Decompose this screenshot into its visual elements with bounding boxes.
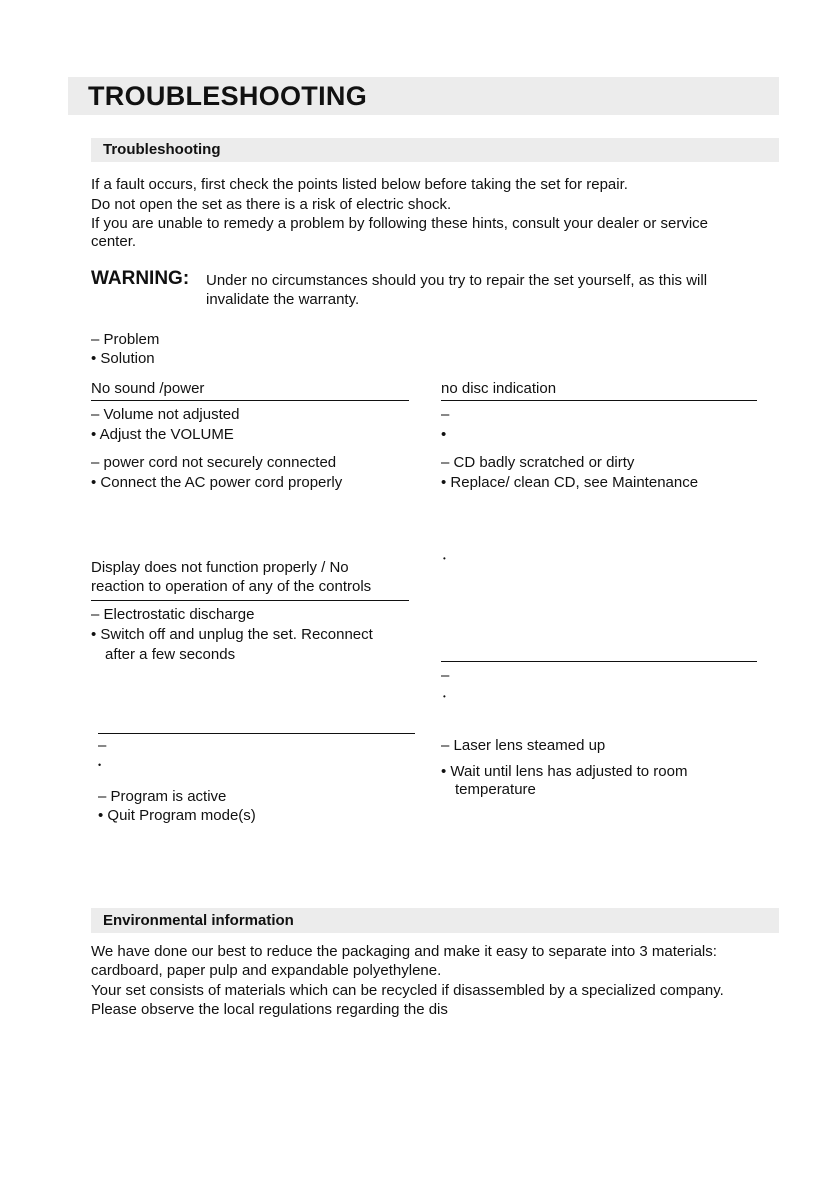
- legend-problem: – Problem: [91, 331, 160, 348]
- legend-solution: • Solution: [91, 350, 155, 367]
- env-line: cardboard, paper pulp and expandable polyethylene.: [91, 962, 442, 979]
- warning-label: WARNING:: [91, 268, 190, 289]
- divider: [98, 733, 415, 734]
- divider: [441, 400, 757, 401]
- problem: – power cord not securely connected: [91, 454, 337, 471]
- section-heading: Troubleshooting: [103, 141, 221, 158]
- warning-text: invalidate the warranty.: [206, 291, 360, 308]
- problem: –: [98, 737, 107, 754]
- solution: • Quit Program mode(s): [98, 807, 256, 824]
- solution: •: [443, 554, 446, 563]
- solution: •: [98, 760, 102, 770]
- problem: – Electrostatic discharge: [91, 606, 255, 623]
- problem: –: [441, 406, 450, 423]
- solution: • Connect the AC power cord properly: [91, 474, 343, 491]
- problem: – Volume not adjusted: [91, 406, 240, 423]
- solution: • Replace/ clean CD, see Maintenance: [441, 474, 699, 491]
- problem-heading: no disc indication: [441, 380, 557, 397]
- problem: –: [441, 667, 450, 684]
- intro-line: Do not open the set as there is a risk of electric shock.: [91, 196, 452, 213]
- solution: • Switch off and unplug the set. Reconnect: [91, 626, 373, 643]
- problem: – Laser lens steamed up: [441, 737, 606, 754]
- problem-heading: reaction to operation of any of the controls: [91, 578, 372, 595]
- env-line: Your set consists of materials which can be recycled if disassembled by a specialized company.: [91, 982, 724, 999]
- solution: •: [443, 692, 446, 701]
- solution: after a few seconds: [105, 646, 236, 663]
- env-line: Please observe the local regulations regarding the dis: [91, 1001, 448, 1018]
- divider: [91, 400, 409, 401]
- page-title: TROUBLESHOOTING: [88, 81, 367, 111]
- problem: – CD badly scratched or dirty: [441, 454, 635, 471]
- solution: •: [441, 426, 447, 443]
- env-line: We have done our best to reduce the packaging and make it easy to separate into 3 materials:: [91, 943, 717, 960]
- section-heading: Environmental information: [103, 912, 294, 929]
- solution: • Wait until lens has adjusted to room: [441, 763, 688, 780]
- intro-line: If you are unable to remedy a problem by following these hints, consult your dealer or service: [91, 215, 708, 232]
- divider: [441, 661, 757, 662]
- solution: • Adjust the VOLUME: [91, 426, 234, 443]
- solution: temperature: [455, 781, 536, 798]
- warning-text: Under no circumstances should you try to repair the set yourself, as this will: [206, 272, 708, 289]
- intro-line: If a fault occurs, first check the points listed below before taking the set for repair.: [91, 176, 628, 193]
- problem: – Program is active: [98, 788, 227, 805]
- divider: [91, 600, 409, 601]
- problem-heading: Display does not function properly / No: [91, 559, 349, 576]
- intro-line: center.: [91, 233, 137, 250]
- problem-heading: No sound /power: [91, 380, 205, 397]
